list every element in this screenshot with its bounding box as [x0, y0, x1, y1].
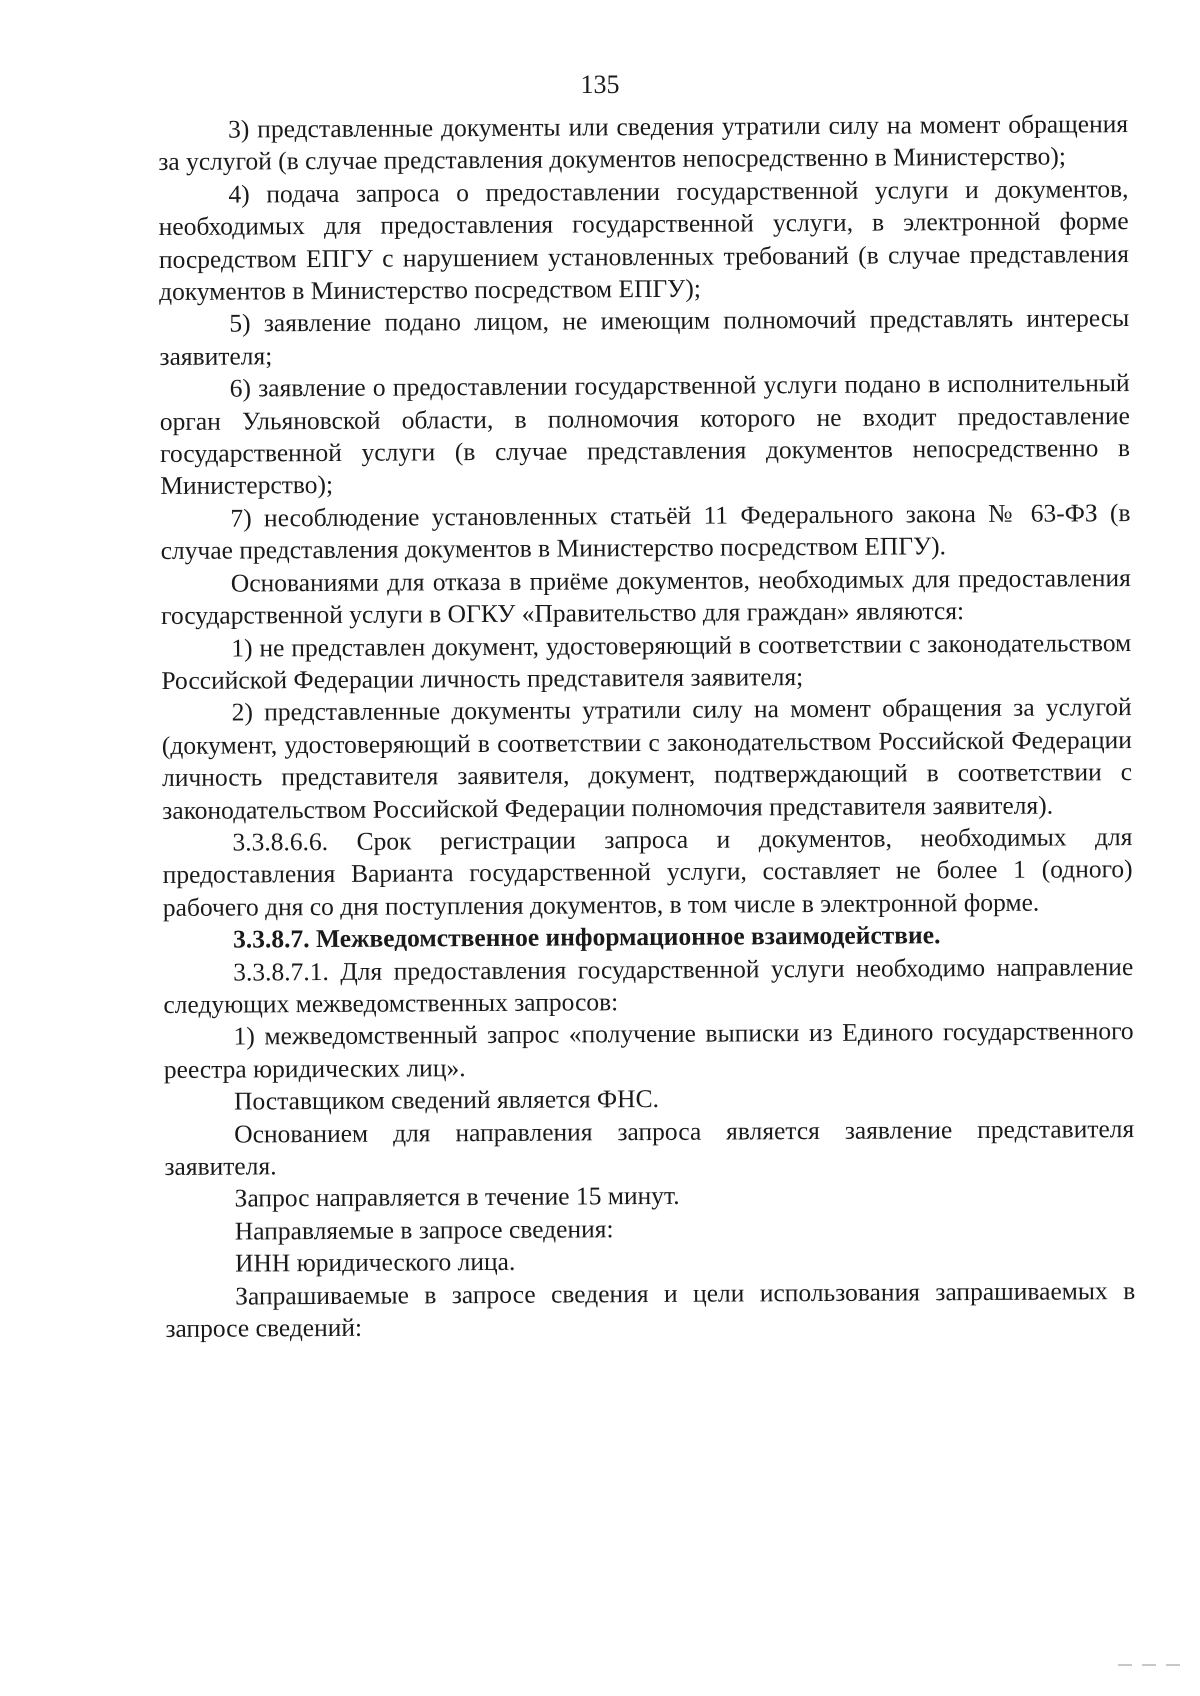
paragraph-provider: Поставщиком сведений является ФНС. [233, 1084, 660, 1116]
paragraph-ogku-grounds: Основаниями для отказа в приёме документов, необходимых для предоставления государственной услуги в ОГКУ «Правительство для граждан» являются: [160, 562, 1131, 631]
paragraph-registration-term: 3.3.8.6.6. Срок регистрации запроса и документов, необходимых для предоставления Варианта государственной услуги, составляет не более 1 (одного) рабочего дня со дня поступления документов, в том числе в электронной форме. [162, 821, 1133, 922]
section-heading-interagency: 3.3.8.7. Межведомственное информационное взаимодействие. [232, 920, 941, 954]
scan-artifact-mark [1118, 1664, 1132, 1666]
paragraph-inn: ИНН юридического лица. [234, 1247, 516, 1278]
page-number: 135 [580, 70, 620, 99]
scan-artifact-mark [1166, 1664, 1180, 1666]
paragraph-refusal-item-7: 7) несоблюдение установленных статьёй 11 Федерального закона № 63-ФЗ (в случае представления документов в Министерство посредством ЕПГУ). [160, 497, 1131, 566]
paragraph-refusal-item-4: 4) подача запроса о предоставлении государственной услуги и документов, необходимых для предоставления государственной услуги, в электронной форме посредством ЕПГУ с нарушением установленных требований (в случае представления документов в Министерство посредством ЕПГУ); [158, 173, 1129, 307]
scan-artifact-mark [1142, 1664, 1156, 1666]
paragraph-refusal-item-3: 3) представленные документы или сведения утратили силу на момент обращения за услугой (в случае представления документов непосредственно в Министерство); [158, 109, 1129, 177]
paragraph-request-basis: Основанием для направления запроса является заявление представителя заявителя. [164, 1113, 1135, 1181]
paragraph-refusal-item-5: 5) заявление подано лицом, не имеющим полномочий представлять интересы заявителя; [159, 303, 1130, 371]
body-text [158, 108, 1136, 1345]
paragraph-requested-data: Запрашиваемые в запросе сведения и цели использования запрашиваемых в запросе сведений: [165, 1275, 1136, 1344]
paragraph-refusal-item-6: 6) заявление о предоставлении государственной услуги подано в исполнительный орган Ульяновской области, в полномочия которого не входит предоставление государственной услуги (в случае представления документов непосредственно в Министерство); [159, 368, 1131, 501]
paragraph-request-timing: Запрос направляется в течение 15 минут. [234, 1181, 680, 1213]
paragraph-ogku-item-2: 2) представленные документы утратили силу на момент обращения за услугой (документ, удостоверяющий в соответствии с законодательством Российской Федерации личность представителя заявителя, документ, подтверждающий в соответствии с законодательством Российской Федерации полномочия представителя заявителя). [161, 692, 1133, 825]
paragraph-sent-data: Направляемые в запросе сведения: [234, 1214, 614, 1246]
paragraph-interagency-requests: 3.3.8.7.1. Для предоставления государственной услуги необходимо направление следующих межведомственных запросов: [163, 951, 1134, 1019]
paragraph-request-item-1: 1) межведомственный запрос «получение выписки из Единого государственного реестра юридических лиц». [163, 1016, 1134, 1084]
paragraph-ogku-item-1: 1) не представлен документ, удостоверяющий в соответствии с законодательством Российской Федерации личность представителя заявителя; [161, 627, 1132, 695]
